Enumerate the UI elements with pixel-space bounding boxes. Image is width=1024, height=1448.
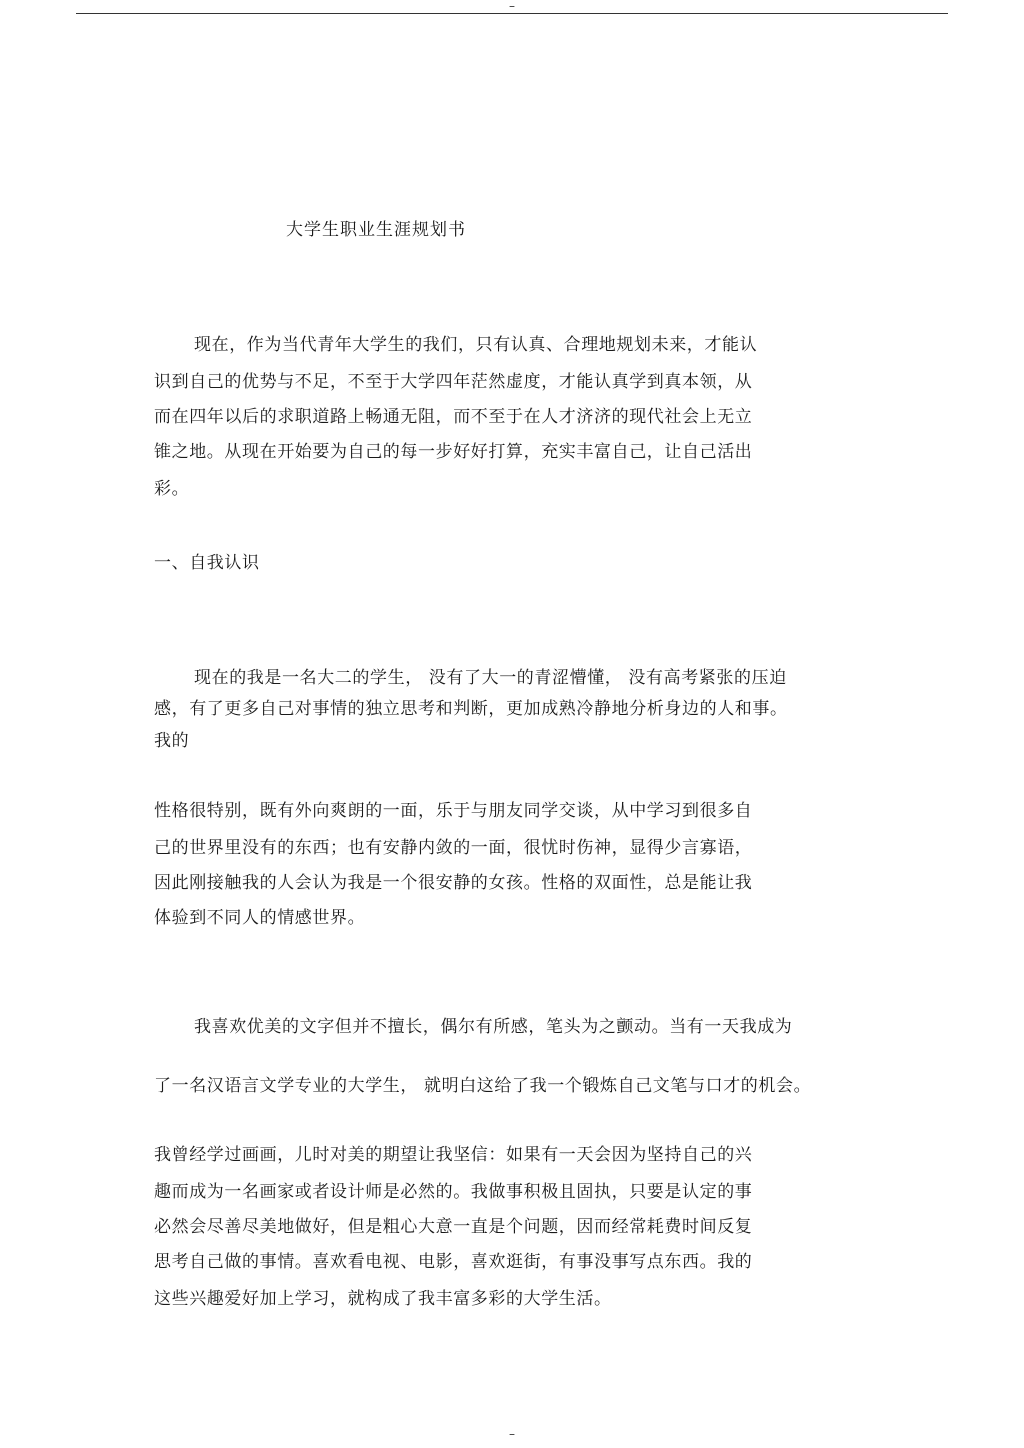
paragraph-line: 了一名汉语言文学专业的大学生， 就明白这给了我一个锻炼自己文笔与口才的机会。 — [154, 1076, 812, 1096]
header-mark: – — [509, 0, 515, 13]
paragraph-line: 我喜欢优美的文字但并不擅长，偶尔有所感，笔头为之颤动。当有一天我成为 — [194, 1017, 793, 1037]
paragraph-line: 必然会尽善尽美地做好，但是粗心大意一直是个问题，因而经常耗费时间反复 — [154, 1217, 753, 1237]
paragraph-line: 体验到不同人的情感世界。 — [154, 908, 366, 928]
paragraph-line: 趣而成为一名画家或者设计师是必然的。我做事积极且固执，只要是认定的事 — [154, 1182, 753, 1202]
intro-line: 现在，作为当代青年大学生的我们，只有认真、合理地规划未来，才能认 — [194, 335, 758, 355]
paragraph-line: 因此刚接触我的人会认为我是一个很安静的女孩。性格的双面性，总是能让我 — [154, 873, 753, 893]
header-rule — [76, 13, 948, 14]
intro-line: 识到自己的优势与不足，不至于大学四年茫然虚度，才能认真学到真本领，从 — [154, 372, 753, 392]
paragraph-line: 我曾经学过画画，儿时对美的期望让我坚信：如果有一天会因为坚持自己的兴 — [154, 1145, 753, 1165]
paragraph-line: 这些兴趣爱好加上学习，就构成了我丰富多彩的大学生活。 — [154, 1289, 612, 1309]
intro-line: 锥之地。从现在开始要为自己的每一步好好打算，充实丰富自己，让自己活出 — [154, 442, 753, 462]
intro-line: 而在四年以后的求职道路上畅通无阻，而不至于在人才济济的现代社会上无立 — [154, 407, 753, 427]
section-heading: 一、自我认识 — [154, 553, 260, 573]
paragraph-line: 思考自己做的事情。喜欢看电视、电影，喜欢逛街，有事没事写点东西。我的 — [154, 1252, 753, 1272]
footer-mark: – — [509, 1427, 515, 1441]
paragraph-line: 现在的我是一名大二的学生， 没有了大一的青涩懵懂， 没有高考紧张的压迫 — [194, 668, 787, 688]
paragraph-line: 己的世界里没有的东西；也有安静内敛的一面，很忧时伤神，显得少言寡语， — [154, 838, 753, 858]
paragraph-line: 感，有了更多自己对事情的独立思考和判断，更加成熟冷静地分析身边的人和事。 — [154, 699, 788, 719]
paragraph-line: 性格很特别，既有外向爽朗的一面，乐于与朋友同学交谈，从中学习到很多自 — [154, 801, 753, 821]
paragraph-line: 我的 — [154, 731, 190, 751]
document-title: 大学生职业生涯规划书 — [286, 220, 466, 240]
intro-line: 彩。 — [154, 479, 190, 499]
